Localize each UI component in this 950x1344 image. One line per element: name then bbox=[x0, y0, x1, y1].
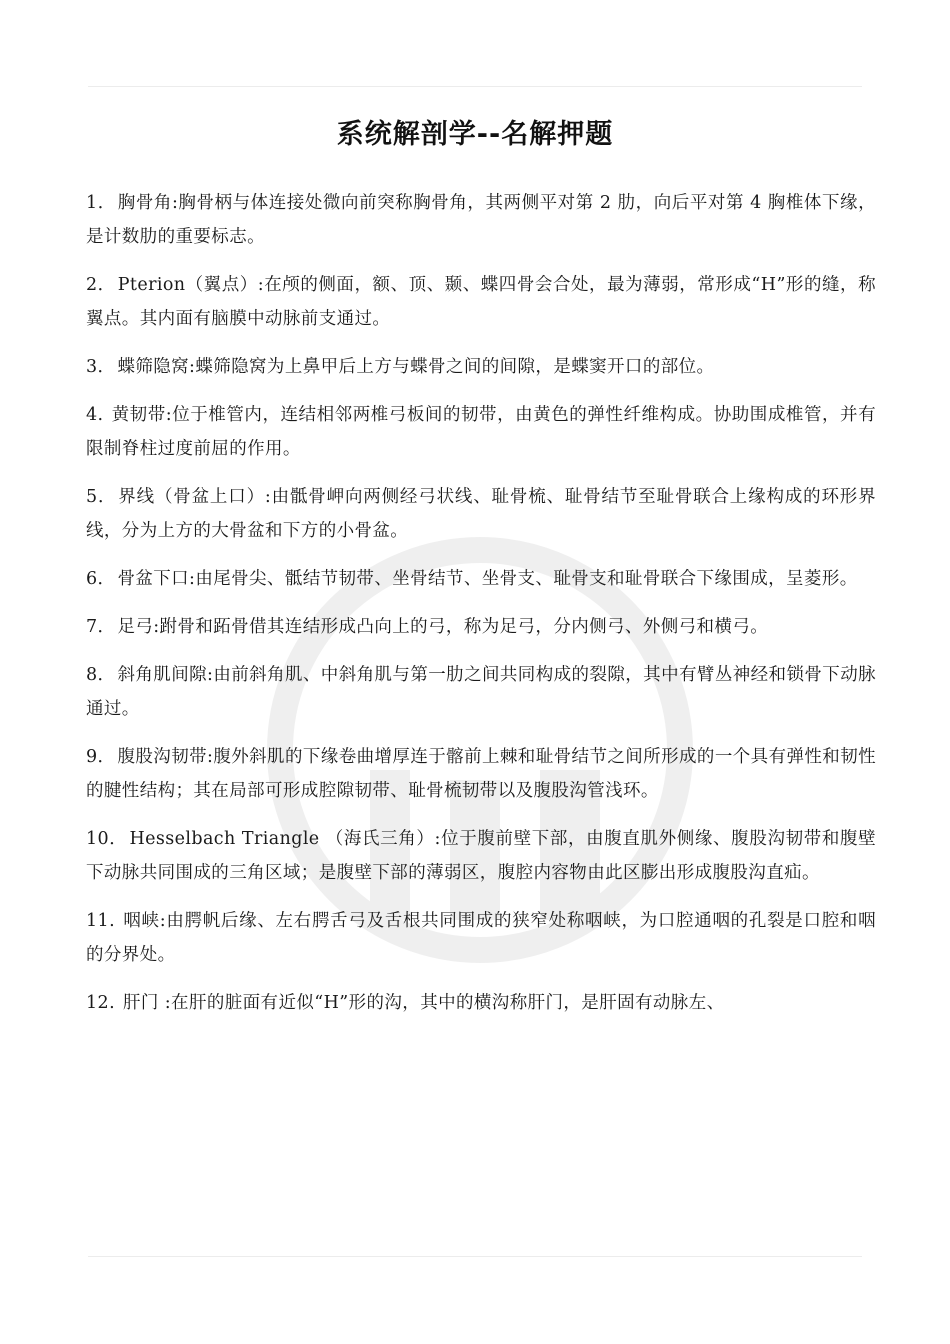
term-text: 界线（骨盆上口）:由骶骨岬向两侧经弓状线、耻骨梳、耻骨结节至耻骨联合上缘构成的环形界线，分为上方的大骨盆和下方的小骨盆。 bbox=[86, 487, 876, 541]
term-number: 11. bbox=[86, 911, 122, 931]
term-item bbox=[86, 562, 876, 596]
term-item bbox=[86, 268, 876, 336]
term-number: 5． bbox=[86, 487, 117, 507]
term-number: 3． bbox=[86, 357, 116, 377]
term-number: 12. bbox=[86, 993, 121, 1013]
term-text: 斜角肌间隙:由前斜角肌、中斜角肌与第一肋之间共同构成的裂隙，其中有臂丛神经和锁骨下动脉通过。 bbox=[86, 665, 877, 719]
term-number: 10． bbox=[86, 829, 128, 849]
term-item bbox=[86, 480, 876, 548]
term-text: 骨盆下口:由尾骨尖、骶结节韧带、坐骨结节、坐骨支、耻骨支和耻骨联合下缘围成，呈菱形。 bbox=[117, 569, 858, 589]
term-item bbox=[86, 822, 876, 890]
term-number: 7． bbox=[86, 617, 116, 637]
term-number: 8． bbox=[86, 665, 116, 685]
term-item bbox=[86, 740, 876, 808]
term-text: Pterion（翼点）:在颅的侧面，额、顶、颞、蝶四骨会合处，最为薄弱，常形成“H”形的缝，称翼点。其内面有脑膜中动脉前支通过。 bbox=[86, 275, 877, 329]
term-text: Hesselbach Triangle （海氏三角）:位于腹前壁下部，由腹直肌外侧缘、腹股沟韧带和腹壁下动脉共同围成的三角区域；是腹壁下部的薄弱区，腹腔内容物由此区膨出形成腹股沟直疝。 bbox=[86, 829, 877, 883]
term-item bbox=[86, 350, 876, 384]
bottom-divider bbox=[88, 1256, 862, 1257]
term-item bbox=[86, 610, 876, 644]
term-list bbox=[86, 186, 876, 1034]
term-number: 1． bbox=[86, 193, 116, 213]
term-text: 腹股沟韧带:腹外斜肌的下缘卷曲增厚连于髂前上棘和耻骨结节之间所形成的一个具有弹性和韧性的腱性结构；其在局部可形成腔隙韧带、耻骨梳韧带以及腹股沟管浅环。 bbox=[86, 747, 877, 801]
term-number: 6． bbox=[86, 569, 116, 589]
term-text: 肝门 :在肝的脏面有近似“H”形的沟，其中的横沟称肝门，是肝固有动脉左、 bbox=[123, 993, 725, 1013]
term-number: 2． bbox=[86, 275, 116, 295]
page-title: 系统解剖学--名解押题 bbox=[336, 119, 614, 150]
term-item bbox=[86, 986, 876, 1020]
term-item bbox=[86, 658, 876, 726]
term-item bbox=[86, 186, 876, 254]
term-text: 蝶筛隐窝:蝶筛隐窝为上鼻甲后上方与蝶骨之间的间隙，是蝶窦开口的部位。 bbox=[117, 357, 715, 377]
term-text: 咽峡:由腭帆后缘、左右腭舌弓及舌根共同围成的狭窄处称咽峡，为口腔通咽的孔裂是口腔和咽的分界处。 bbox=[86, 911, 876, 965]
term-item bbox=[86, 398, 876, 466]
term-number: 4. bbox=[86, 405, 110, 425]
top-divider bbox=[88, 86, 862, 87]
term-text: 足弓:跗骨和跖骨借其连结形成凸向上的弓，称为足弓，分内侧弓、外侧弓和横弓。 bbox=[117, 617, 769, 637]
term-text: 胸骨角:胸骨柄与体连接处微向前突称胸骨角，其两侧平对第 2 肋，向后平对第 4 胸椎体下缘，是计数肋的重要标志。 bbox=[86, 193, 877, 247]
term-number: 9． bbox=[86, 747, 116, 767]
term-item bbox=[86, 904, 876, 972]
term-text: 黄韧带:位于椎管内，连结相邻两椎弓板间的韧带，由黄色的弹性纤维构成。协助围成椎管，并有限制脊柱过度前屈的作用。 bbox=[86, 405, 876, 459]
